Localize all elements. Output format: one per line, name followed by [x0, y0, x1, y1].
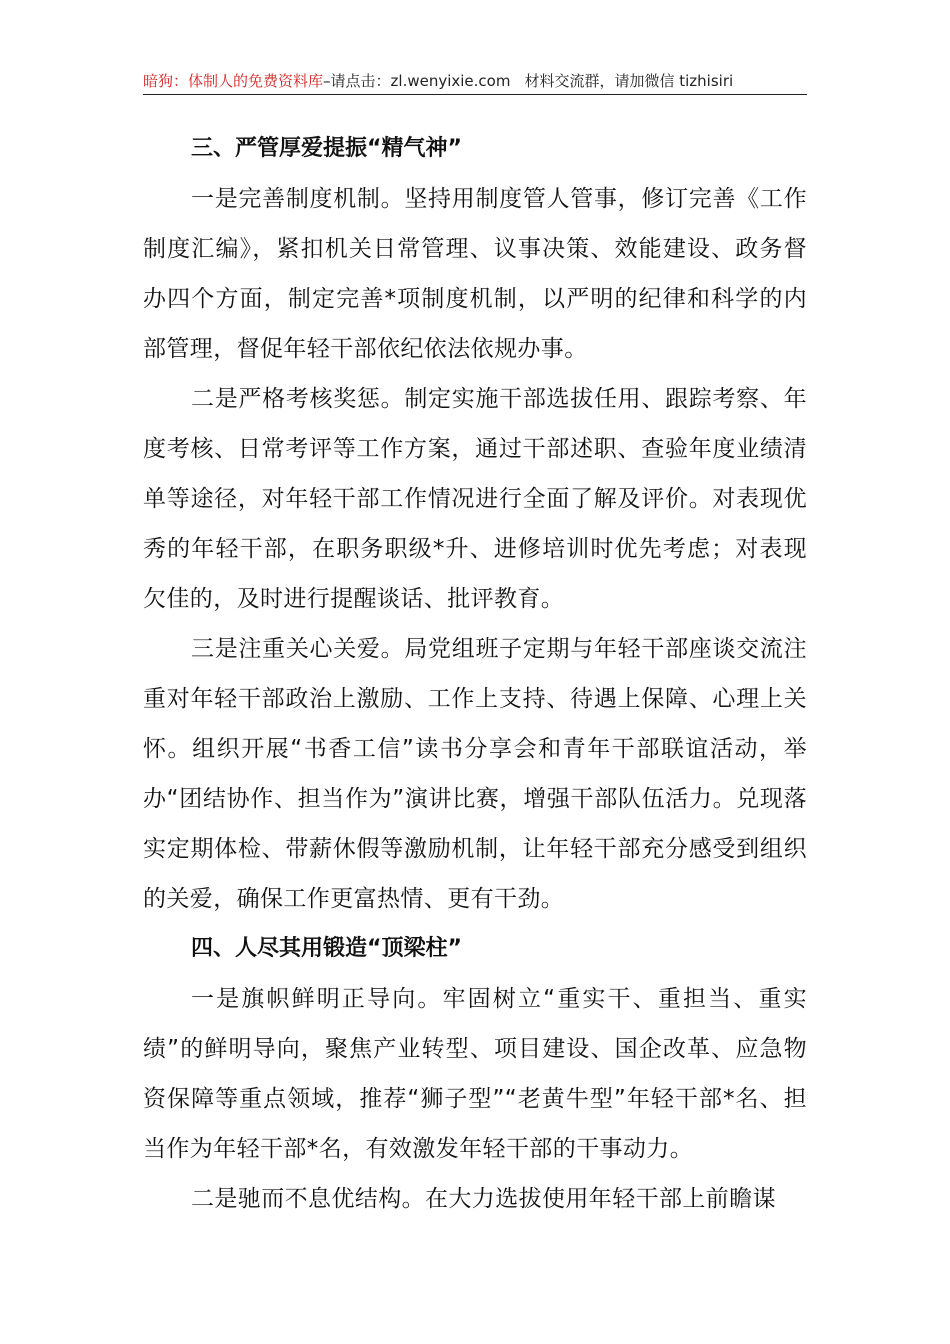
paragraph: 三是注重关心关爱。局党组班子定期与年轻干部座谈交流注重对年轻干部政治上激励、工作上支持、待遇上保障、心理上关怀。组织开展“书香工信”读书分享会和青年干部联谊活动，举办“团结协作、担当作为”演讲比赛，增强干部队伍活力。兑现落实定期体检、带薪休假等激励机制，让年轻干部充分感受到组织的关爱，确保工作更富热情、更有干劲。: [143, 636, 807, 912]
header-brand: 暗狗：体制人的免费资料库: [143, 72, 324, 90]
paragraph: 一是完善制度机制。坚持用制度管人管事，修订完善《工作制度汇编》，紧扣机关日常管理、议事决策、效能建设、政务督办四个方面，制定完善*项制度机制，以严明的纪律和科学的内部管理，督促年轻干部依纪依法依规办事。: [143, 186, 807, 362]
header-divider: [143, 94, 807, 95]
header-url-link[interactable]: zl.wenyixie.com: [390, 72, 511, 90]
header-click-prompt: –请点击：: [323, 72, 391, 90]
section-heading: 三、严管厚爱提振“精气神”: [191, 136, 462, 161]
page-header: [143, 70, 807, 94]
paragraph: 一是旗帜鲜明正导向。牢固树立“重实干、重担当、重实绩”的鲜明导向，聚焦产业转型、项目建设、国企改革、应急物资保障等重点领域，推荐“狮子型”“老黄牛型”年轻干部*名、担当作为年轻干部*名，有效激发年轻干部的干事动力。: [143, 986, 807, 1162]
section-heading: 四、人尽其用锻造“顶梁柱”: [191, 936, 462, 961]
header-wechat-note: 材料交流群，请加微信 tizhisiri: [524, 72, 734, 90]
paragraph: 二是严格考核奖惩。制定实施干部选拔任用、跟踪考察、年度考核、日常考评等工作方案，通过干部述职、查验年度业绩清单等途径，对年轻干部工作情况进行全面了解及评价。对表现优秀的年轻干部，在职务职级*升、进修培训时优先考虑；对表现欠佳的，及时进行提醒谈话、批评教育。: [143, 386, 807, 612]
paragraph: 二是驰而不息优结构。在大力选拔使用年轻干部上前瞻谋: [191, 1186, 776, 1212]
document-body: [143, 124, 807, 1224]
